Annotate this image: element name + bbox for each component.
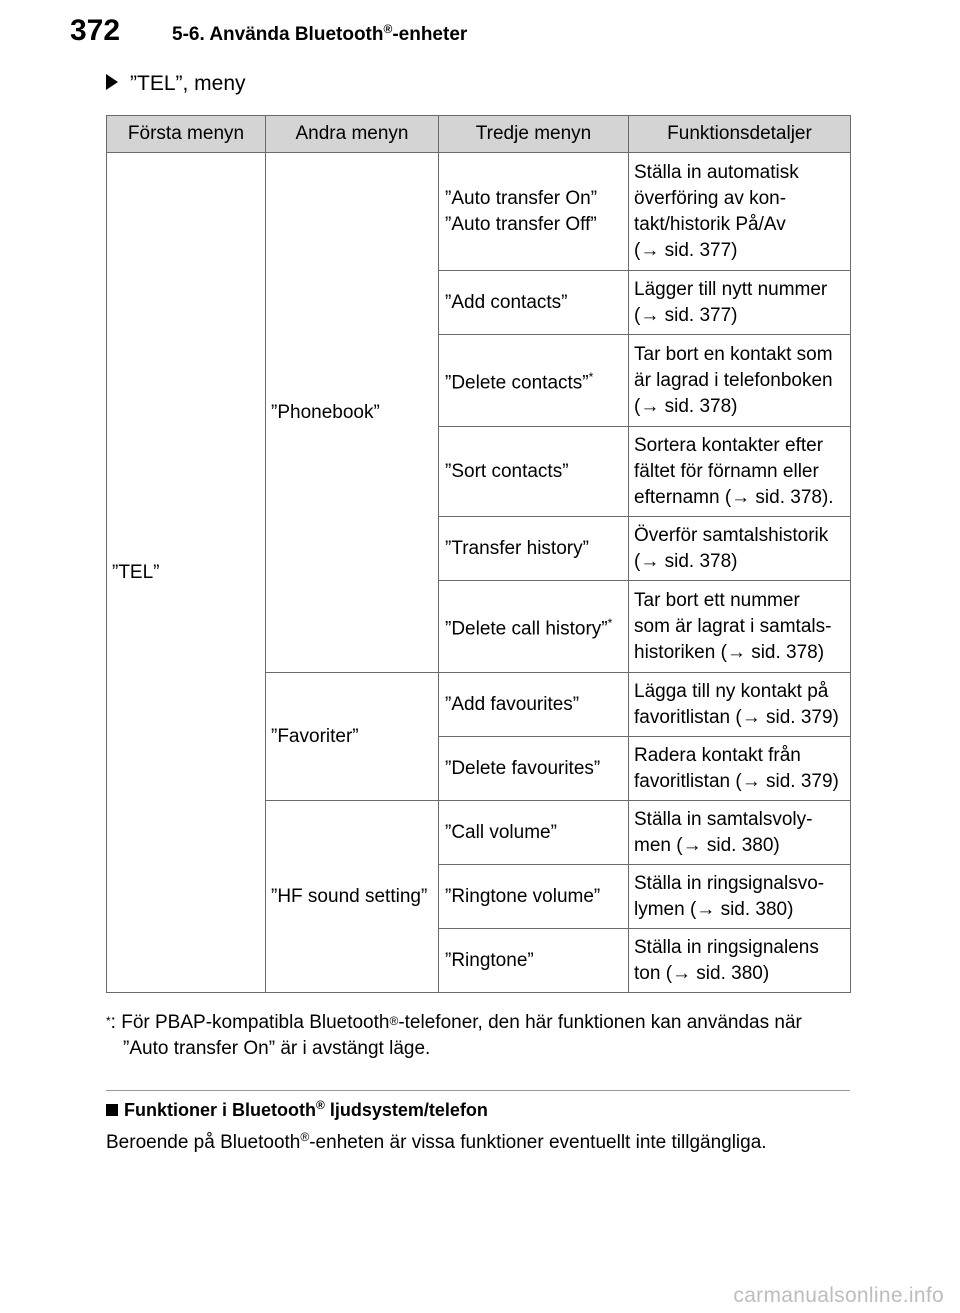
detail-cell [629,335,851,427]
detail-cell [629,153,851,271]
cell-line: ”Delete favourites” [445,757,601,779]
cell-line: ”Add contacts” [445,291,568,313]
third-menu-cell [439,153,629,271]
third-menu-cell [439,929,629,993]
menu-table [106,115,851,993]
cell-line: Överför samtalshistorik [634,524,829,546]
column-header: Andra menyn [266,116,439,153]
detail-cell [629,517,851,581]
cell-line: (→ sid. 378) [634,395,738,417]
cell-line: ”Auto transfer On” [445,187,598,209]
cell-line: ”Transfer history” [445,537,589,559]
cell-line: Lägga till ny kontakt på [634,680,829,702]
cell-line: (→ sid. 377) [634,239,738,261]
registered-mark: ® [300,1130,310,1144]
body-text: Beroende på Bluetooth [106,1132,301,1153]
column-header: Funktionsdetaljer [629,116,851,153]
cell-line: ”Delete call history”* [445,616,613,640]
cell-line: Tar bort en kontakt som [634,343,833,365]
detail-cell [629,673,851,737]
subheading-text: Funktioner i Bluetooth [124,1100,316,1120]
cell-line: överföring av kon- [634,187,787,209]
third-menu-cell [439,271,629,335]
cell-line: ”Auto transfer Off” [445,213,597,235]
cell-line: favoritlistan (→ sid. 379) [634,706,839,728]
cell-line: ”Delete contacts”* [445,370,594,394]
body-text: -enheten är vissa funktioner eventuellt inte tillgängliga. [309,1132,767,1153]
cell-line: ton (→ sid. 380) [634,962,770,984]
footnote-text: -telefoner, den här funktionen kan användas när [398,1012,802,1033]
third-menu-cell [439,865,629,929]
cell-line: (→ sid. 378) [634,550,738,572]
cell-line: ”Ringtone volume” [445,885,601,907]
page-header [0,0,960,70]
registered-mark: ® [389,1014,399,1028]
menu-heading-text: ”TEL”, meny [130,72,246,95]
table-header-row [107,116,851,153]
second-menu-cell: ”HF sound setting” [266,801,439,993]
cell-line: Ställa in automatisk [634,161,799,183]
column-header: Första menyn [107,116,266,153]
subheading-text: ljudsystem/telefon [324,1100,488,1120]
third-menu-cell [439,427,629,517]
third-menu-cell [439,581,629,673]
cell-line: (→ sid. 377) [634,304,738,326]
detail-cell [629,427,851,517]
cell-line: Radera kontakt från [634,744,801,766]
cell-line: favoritlistan (→ sid. 379) [634,770,839,792]
cell-line: efternamn (→ sid. 378). [634,486,834,508]
square-bullet-icon [106,1104,118,1116]
third-menu-cell [439,335,629,427]
column-header: Tredje menyn [439,116,629,153]
third-menu-cell [439,673,629,737]
cell-line: Ställa in ringsignalsvo- [634,872,825,894]
cell-line: ”Call volume” [445,821,557,843]
cell-line: ”Add favourites” [445,693,580,715]
cell-line: fältet för förnamn eller [634,460,819,482]
third-menu-cell [439,737,629,801]
page-number: 372 [70,14,121,47]
cell-line: takt/historik På/Av [634,213,786,235]
body-paragraph [106,1132,767,1154]
footnote-marker: * [588,370,594,385]
menu-heading [106,72,246,96]
cell-line: Sortera kontakter efter [634,434,824,456]
footnote-text: : För PBAP-kompatibla Bluetooth [110,1012,390,1033]
footnote-line [106,1010,866,1036]
subheading [106,1100,488,1121]
footnote [106,1010,866,1062]
detail-cell [629,271,851,335]
detail-cell [629,929,851,993]
cell-line: men (→ sid. 380) [634,834,780,856]
footnote-marker: * [607,616,613,631]
cell-line: är lagrad i telefonboken [634,369,833,391]
cell-line: Ställa in ringsignalens [634,936,819,958]
second-menu-cell: ”Phonebook” [266,153,439,673]
footnote-line: ”Auto transfer On” är i avstängt läge. [123,1038,431,1059]
detail-cell [629,865,851,929]
detail-cell [629,737,851,801]
second-menu-cell: ”Favoriter” [266,673,439,801]
first-menu-cell: ”TEL” [107,153,266,993]
cell-line: Lägger till nytt nummer [634,278,828,300]
cell-line: Tar bort ett nummer [634,589,800,611]
watermark: carmanualsonline.info [733,1284,944,1307]
section-title [172,24,467,46]
cell-line: ”Ringtone” [445,949,534,971]
cell-line: lymen (→ sid. 380) [634,898,794,920]
detail-cell [629,801,851,865]
detail-cell [629,581,851,673]
registered-mark: ® [383,22,393,36]
divider [106,1090,850,1091]
footnote-marker: * [106,1014,111,1028]
third-menu-cell [439,801,629,865]
triangle-bullet-icon [106,74,118,90]
third-menu-cell [439,517,629,581]
cell-line: Ställa in samtalsvoly- [634,808,813,830]
registered-mark: ® [315,1098,325,1112]
cell-line: ”Sort contacts” [445,460,569,482]
cell-line: som är lagrat i samtals- [634,615,832,637]
section-title-suffix: -enheter [392,24,468,45]
table-row [107,153,851,271]
cell-line: historiken (→ sid. 378) [634,641,825,663]
section-title-text: 5-6. Använda Bluetooth [172,24,384,45]
